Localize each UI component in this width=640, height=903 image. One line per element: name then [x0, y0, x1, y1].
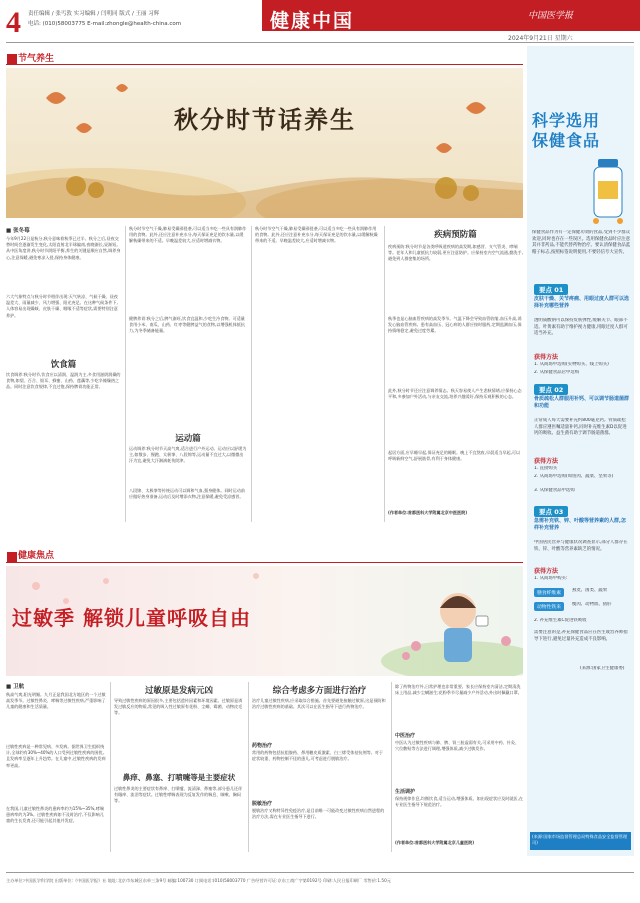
- article-paragraph: 八段锦、太极拳等传统运动可以调和气血,强身健体。同时运动前应做好热身准备,运动后及时增添衣物,注意保暖,避免受凉感冒。: [129, 488, 245, 500]
- article-paragraph: 起居方面,应早睡早起,保证充足的睡眠。晚上不宜熬夜,早晨适当早起,可以呼吸新鲜空气,舒展筋骨,有利于身体健康。: [388, 450, 521, 462]
- column-divider: [251, 226, 252, 522]
- subhead-diet: 饮食篇: [50, 360, 77, 370]
- article-paragraph: 保持规律作息,均衡饮食,适当运动,增强体质。如出现症状应及时就医,在专业医生指导下规范治疗。: [395, 796, 523, 808]
- article-paragraph: 中医认为过敏性疾病与肺、脾、肾三脏虚弱有关,可采用中药、针灸、穴位敷贴等方法进行调理,增强体质,减少过敏发作。: [395, 740, 520, 752]
- nutrient-tag-fiber: 膳食纤维素: [534, 588, 564, 597]
- article-paragraph: 运动调养:秋分时节天高气爽,适合进行户外运动。运动应以舒缓为主,如散步、慢跑、太极拳、八段锦等,运动量不宜过大,以微微出汗为宜,避免大汗淋漓耗伤阴津。: [129, 446, 247, 464]
- section-tag-allergy: 健康焦点: [18, 551, 55, 561]
- subhead-allergens: 过敏原是发病元凶: [144, 686, 213, 696]
- page-number: 4: [6, 6, 21, 39]
- article-paragraph: 过敏性鼻炎的主要症状有鼻痒、打喷嚏、流清涕、鼻塞等,部分患儿还伴有眼痒、流泪等症状。过敏性哮喘表现为反复发作的喘息、咳嗽、胸闷等。: [114, 786, 243, 804]
- point-01-title: 皮肤干燥、关节疼痛、用眼过度人群可以选择补充哪些营养: [534, 296, 630, 309]
- contact-line: 电话: (010)58003775 E-mail:zhongle@health-china.com: [28, 21, 182, 27]
- point-03-method-label: 获得方法: [534, 568, 559, 575]
- article-paragraph: 此外,秋分时节还应注意调养情志。秋天容易使人产生悲秋情绪,应保持心态平和,多参加户外活动,与亲友交流,培养兴趣爱好,保持乐观积极的心态。: [388, 388, 522, 400]
- subhead-treatment: 综合考虑多方面进行治疗: [272, 686, 367, 696]
- article-paragraph: 导致过敏性疾病的原因很多,主要包括遗传因素和环境因素。过敏原是诱发过敏反应的物质,常见的吸入性过敏原有花粉、尘螨、霉菌、动物皮毛等。: [114, 698, 243, 716]
- article-paragraph: 秋高气爽,阳光明媚。九月正是我国北方地区的一个过敏高发季节。过敏性鼻炎、哮喘等过敏性疾病,严重影响了儿童的健康和生活质量。: [6, 692, 106, 710]
- article-paragraph: 秋季也是心脑血管疾病的高发季节。气温下降会导致血管收缩,血压升高,诱发心脑血管疾病。患有高血压、冠心病的人群应按时服药,定期监测血压,保持情绪稳定,避免过度劳累。: [388, 316, 522, 334]
- footer-imprint: 主办单位:中国医学科学院 出版单位:《中国医学报》社 地址:北京市东城区东单三条9号 邮编:100730 订阅电话:(010)58003770 广告经营许可证:京东工商广字第0192号 印刷:人民日报印刷厂 零售价:1.50元: [6, 878, 391, 883]
- point-01-method-label: 获得方法: [534, 354, 559, 361]
- point-03-title: 急需补充铁、锌、叶酸等营养素的人群,怎样补充营养: [534, 518, 626, 531]
- article-paragraph: 健脾养胃:秋分之后,脾气渐旺,饮食宜温和,少吃生冷食物。可适量食用小米、南瓜、山药、红枣等健脾益气的食物,以增强机体抵抗力,为冬季储备能量。: [129, 316, 245, 334]
- point-03-method-2: 2. 补充维生素C促进铁吸收: [534, 618, 587, 623]
- point-01-method-2: 2. 从保健食品店中选购: [534, 370, 580, 375]
- point-02-badge: 要点 02: [534, 384, 568, 395]
- author-unit: (作者单位:首都医科大学附属北京儿童医院): [395, 840, 475, 845]
- subhead-desensitization: 脱敏治疗: [252, 801, 273, 807]
- point-01-badge: 要点 01: [534, 284, 568, 295]
- article-paragraph: 常用的药物包括抗组胺药、鼻用糖皮质激素、白三烯受体拮抗剂等。对于症状较重、药物控制不佳的患儿,可考虑进行脱敏治疗。: [252, 750, 383, 762]
- point-02-method-label: 获得方法: [534, 458, 559, 465]
- point-02-method-2: 2. 从商场中选购(如鱼肉、蔬菜、坚果等): [534, 474, 614, 479]
- header-divider: [6, 42, 634, 43]
- nutrient-tag-iron-items: 瘦肉、动物血、猪肝: [572, 602, 612, 607]
- column-divider: [384, 226, 385, 522]
- point-02-body: 正常成人每天需要补充约800毫克钙。骨质疏松人群应遵医嘱适量补钙,同时补充维生素D以促进钙的吸收。益生菌有助于调节肠道菌群。: [534, 418, 627, 437]
- vitamin-bottle-icon: [590, 155, 628, 229]
- article-paragraph: 饮食调养:秋分时节,饮食应以清润、温润为主,多食用滋阴润燥的食物,如梨、百合、银耳、蜂蜜、山药、莲藕等,少吃辛辣燥热之品。同时注意饮食规律,不宜过饱,保持脾胃功能正常。: [6, 372, 121, 390]
- point-01-body: 透明质酸钠可以保持皮肤弹性,缓解关节、眼部不适。叶黄素有助于维护视力健康,用眼过度人群可适当补充。: [534, 318, 628, 337]
- sidebar-title-line1: 科学选用: [532, 111, 601, 130]
- hero-banner: [6, 68, 523, 218]
- point-02-method-1: 1. 直接购买: [534, 466, 558, 471]
- point-03-credit: (来源:国家卫生健康委): [580, 666, 625, 671]
- point-03-footer: 需要注意的是,补充保健食品应在医生或营养师指导下进行,避免过量补充造成不良影响。: [534, 630, 628, 642]
- article-paragraph: 秋分时节空气干燥,肺易受燥邪侵袭,可以适当多吃一些具有润肺作用的食物。此外,还应注意补充水分,每天保证充足的饮水量,以缓解秋燥带来的不适。早晚温差较大,应适时增减衣物。: [255, 226, 378, 244]
- date-line: 2024年9月21日 星期六: [508, 35, 573, 42]
- autumn-scene-illustration: [6, 68, 523, 218]
- headline-allergy: 过敏季 解锁儿童呼吸自由: [12, 606, 251, 630]
- article-paragraph: 今年9月22日是秋分,秋分意味着秋季已过半。秋分之后,昼夜交替时间会逐渐发生变化,太阳直射北半球偏南,夜晚渐长,昼渐短。从中医角度讲,秋分时节阴阳平衡,养生的关键是顺应自然,调养身心,注意保暖,避免寒凉入侵,保持身体健康。: [6, 236, 121, 260]
- column-divider: [110, 682, 111, 852]
- point-02-title: 骨质疏松人群服用补钙、可以调节肠道菌群和功能: [534, 396, 630, 409]
- article-paragraph: 除了药物治疗外,日常护理也非常重要。家长应保持室内清洁,定期清洗床上用品,减少尘螨滋生;花粉季节尽量减少户外活动,外出时佩戴口罩。: [395, 684, 522, 696]
- article-paragraph: 秋分时节空气干燥,肺易受燥邪侵袭,可以适当多吃一些具有润肺作用的食物。此外,还应注意补充水分,每天保证充足的饮水量,以缓解秋燥带来的不适。早晚温差较大,应适时增减衣物。: [129, 226, 247, 244]
- point-01-method-1: 1. 从商场中选购(实物购买、线上购买): [534, 362, 609, 367]
- column-divider: [125, 226, 126, 522]
- point-02-method-3: 3. 从保健食品中选购: [534, 488, 575, 493]
- section-title: 健康中国: [270, 10, 355, 32]
- point-03-method-1: 1. 从商场中购买:: [534, 576, 568, 581]
- article-paragraph: 在我国,儿童过敏性鼻炎的患病率约为15%~35%,哮喘患病率约为3%。过敏性疾病如不及时治疗,不仅影响儿童的生长发育,还可能引起其他并发症。: [6, 806, 104, 824]
- sidebar-source-box: (来源:国家市场监督管理总局特殊食品安全监督管理司): [530, 832, 631, 850]
- point-03-body: 中国居民营养与健康状况调查显示,部分人群存在铁、锌、叶酸等营养素缺乏的情况。: [534, 540, 628, 552]
- editor-line: 责任编辑 / 张丐敦 实习编辑 / 闫明同 版式 / 王丽 习辉: [28, 11, 160, 17]
- column-divider: [248, 682, 249, 852]
- nutrient-tag-iron: 动物性铁来: [534, 602, 564, 611]
- headline-solar-terms: 秋分时节话养生: [174, 105, 356, 134]
- byline: ■ 张冬莓: [6, 228, 30, 234]
- subhead-disease-prevention: 疾病预防篇: [434, 230, 477, 240]
- sidebar-title-line2: 保健食品: [532, 131, 601, 150]
- article-paragraph: 疾病预防:秋分时节是各类呼吸道疾病的高发期,如感冒、支气管炎、哮喘等。老年人和儿童抵抗力较弱,更应注意防护。应保持室内空气流通,勤洗手,避免到人群密集的场所。: [388, 244, 523, 262]
- article-paragraph: 六大气象特点与秋分时节相伴出现:天气转凉、气候干燥、昼夜温差大、雨量减少、风力增强、阳光充足。在这种气候条件下,人体容易出现燥咳、皮肤干燥、咽喉不适等症状,需要特别注意养护。: [6, 294, 118, 318]
- sidebar-intro: 保健食品作为有一定保健功效的食品,受到不少群众欢迎,同时也存在一些误区。选用保健食品时应注意其并非药品,不能代替药物治疗。要认清保健食品蓝帽子标志,按照标签说明使用,不要轻信夸大宣传。: [532, 230, 630, 255]
- subhead-medication: 药物治疗: [252, 743, 273, 749]
- author-unit: (作者单位:首都医科大学附属北京中医医院): [388, 510, 468, 515]
- section-rule: [6, 562, 523, 563]
- byline: ■ 卫航: [6, 684, 25, 690]
- section-rule: [6, 64, 523, 65]
- subhead-tcm: 中医治疗: [395, 733, 416, 739]
- section-tag-solar-terms: 节气养生: [18, 54, 55, 64]
- article-paragraph: 脱敏治疗又称特异性免疫治疗,是目前唯一可能改变过敏性疾病自然进程的治疗方法,需在专业医生指导下进行。: [252, 808, 385, 820]
- column-divider: [391, 682, 392, 852]
- paper-name: 中国医学报: [528, 11, 574, 21]
- subhead-daily-care: 生活调护: [395, 789, 416, 795]
- nutrient-tag-fiber-items: 燕麦、菌类、蔬果: [572, 588, 608, 593]
- subhead-exercise: 运动篇: [175, 434, 201, 444]
- article-paragraph: 治疗儿童过敏性疾病,应采取综合措施。首先要避免接触过敏原,这是预防和治疗过敏性疾病的基础。其次可以在医生指导下进行药物治疗。: [252, 698, 386, 710]
- subhead-symptoms: 鼻痒、鼻塞、打喷嚏等是主要症状: [122, 773, 236, 782]
- article-paragraph: 过敏性疾病是一种常见病、多发病。据世界卫生组织统计,全球约有30%~40%的人口受到过敏性疾病的困扰,且发病率呈逐年上升趋势。在儿童中,过敏性疾病的发病率更高。: [6, 744, 106, 768]
- point-03-badge: 要点 03: [534, 506, 568, 517]
- footer-divider: [6, 872, 634, 873]
